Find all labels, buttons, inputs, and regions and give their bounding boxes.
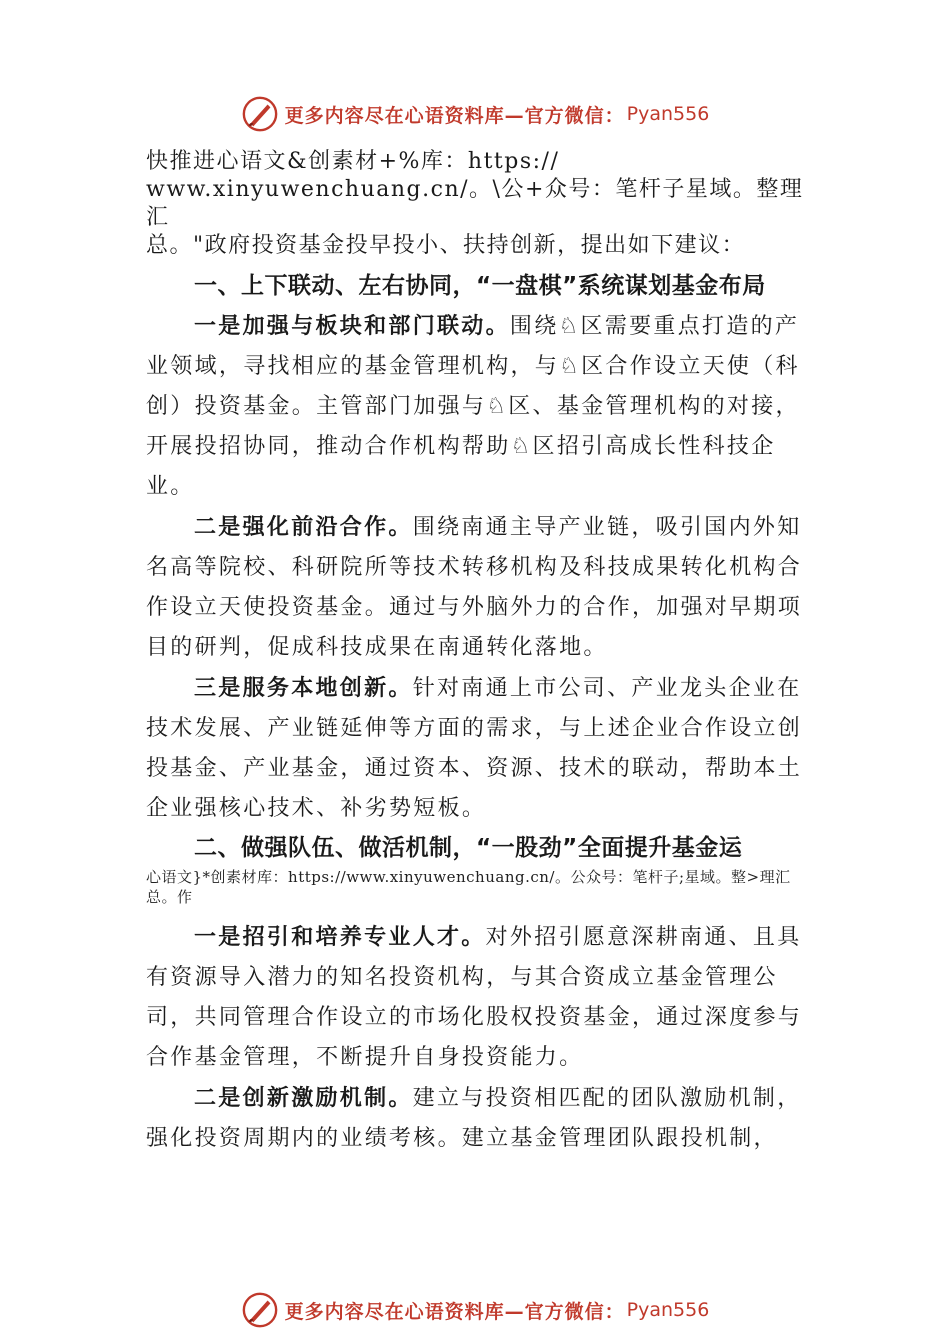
paragraph-lead: 三是服务本地创新。 <box>194 675 413 701</box>
paragraph-text: 针对南通上市公司、产业龙头企业在技术发展、产业链延伸等方面的需求，与上述企业合作设立创投基金、产业基金，通过资本、资源、技术的联动，帮助本土企业强核心技术、补劣势短板。 <box>146 676 803 821</box>
banner-wechat-id: Pyan556 <box>626 103 710 125</box>
watermark-line: 心语文}*创素材库：https://www.xinyuwenchuang.cn/。公众号：笔杆子;星域。整>理汇总。作 <box>146 868 791 906</box>
paragraph-local-innovation <box>146 668 816 829</box>
paragraph-talent <box>146 917 816 1078</box>
section-heading-1: 一、上下联动、左右协同，“一盘棋”系统谋划基金布局 <box>194 273 766 299</box>
intro-line-2: www.xinyuwenchuang.cn/。\公+众号：笔杆子星域。整理汇 <box>146 177 804 230</box>
paragraph-lead: 二是强化前沿合作。 <box>194 514 413 540</box>
paragraph-lead: 一是招引和培养专业人才。 <box>194 924 486 950</box>
paragraph-text: 建立与投资相匹配的团队激励机制，强化投资周期内的业绩考核。建立基金管理团队跟投机制， <box>146 1086 802 1151</box>
section-heading-2: 二、做强队伍、做活机制，“一股劲”全面提升基金运 <box>194 835 743 861</box>
intro-line-1: 快推进心语文&创素材+%库：https:// <box>146 149 560 174</box>
brush-logo-icon <box>241 1291 279 1329</box>
footer-banner <box>0 1290 950 1330</box>
document-body <box>146 148 816 1159</box>
paragraph-text: 围绕♘区需要重点打造的产业领域，寻找相应的基金管理机构，与♘区合作设立天使（科创）投资基金。主管部门加强与♘区、基金管理机构的对接，开展投招协同，推动合作机构帮助♘区招引高成长性科技企业。 <box>146 314 800 499</box>
paragraph-text: 围绕南通主导产业链，吸引国内外知名高等院校、科研院所等技术转移机构及科技成果转化机构合作设立天使投资基金。通过与外脑外力的合作，加强对早期项目的研判，促成科技成果在南通转化落地。 <box>146 515 803 660</box>
paragraph-text: 对外招引愿意深耕南通、且具有资源导入潜力的知名投资机构，与其合资成立基金管理公司，共同管理合作设立的市场化股权投资基金，通过深度参与合作基金管理，不断提升自身投资能力。 <box>146 925 803 1070</box>
intro-line-3: 总。"政府投资基金投早投小、扶持创新，提出如下建议： <box>146 233 746 258</box>
brush-logo-icon <box>241 95 279 133</box>
banner-wechat-id: Pyan556 <box>626 1299 710 1321</box>
paragraph-lead: 一是加强与板块和部门联动。 <box>194 313 510 339</box>
paragraph-frontier <box>146 507 816 668</box>
paragraph-linkage <box>146 306 816 507</box>
paragraph-lead: 二是创新激励机制。 <box>194 1085 413 1111</box>
header-banner <box>0 94 950 134</box>
banner-text: 更多内容尽在心语资料库—官方微信： <box>284 104 625 127</box>
paragraph-incentive <box>146 1078 816 1159</box>
banner-text: 更多内容尽在心语资料库—官方微信： <box>284 1300 625 1323</box>
